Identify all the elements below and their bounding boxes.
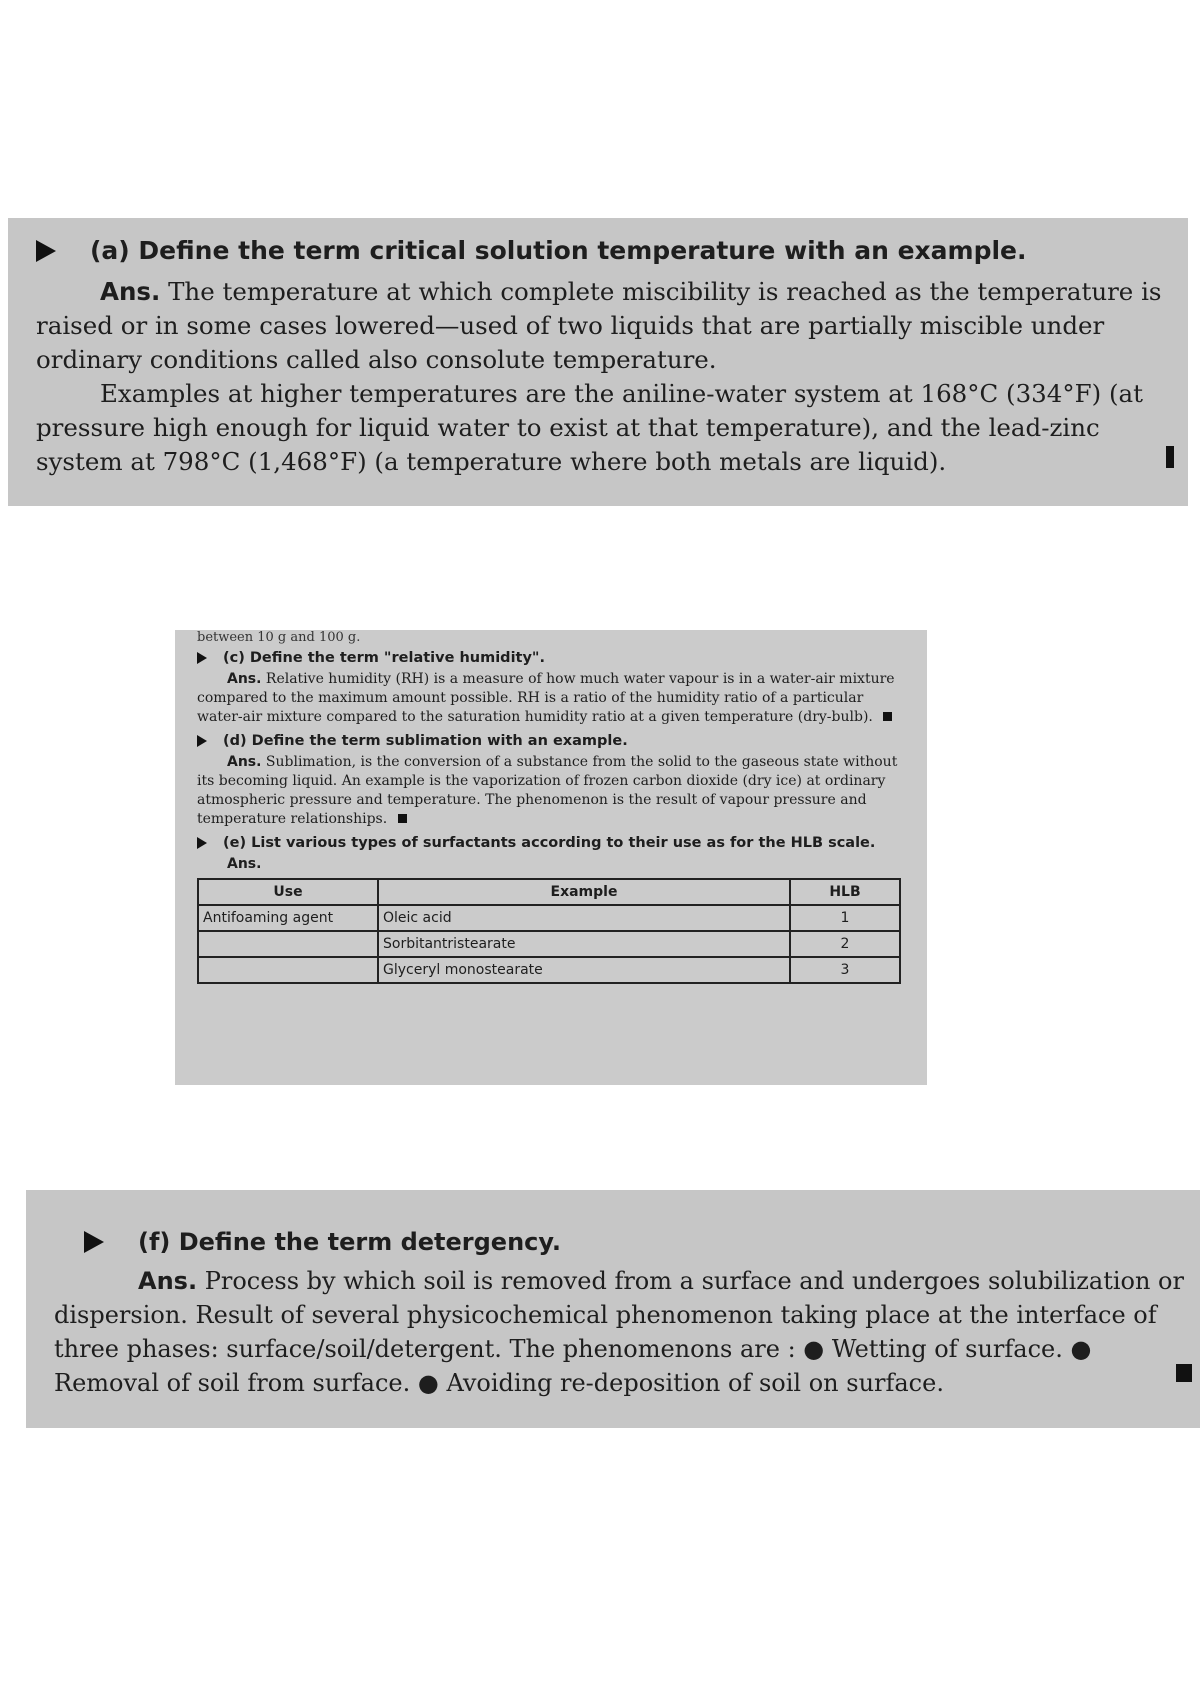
- question-e-text: (e) List various types of surfactants according to their use as for the HLB scale.: [223, 835, 876, 851]
- bullet-triangle-icon: [197, 735, 207, 747]
- question-e: [197, 835, 907, 851]
- answer-c-text: Relative humidity (RH) is a measure of how much water vapour is in a water-air mixture compared to the maximum amount possible. RH is a ratio of the humidity ratio of a particular water-air mixture compared to the saturation humidity ratio at a given temperature (dry-bulb).: [197, 671, 895, 725]
- question-d: [197, 733, 907, 749]
- table-cell: Sorbitantristearate: [378, 931, 790, 957]
- bullet-triangle-icon: [197, 652, 207, 664]
- bullet-triangle-icon: [197, 837, 207, 849]
- bullet-triangle-icon: [36, 240, 56, 262]
- ans-label: Ans.: [227, 671, 262, 687]
- end-square-icon: [398, 814, 407, 823]
- ans-label: Ans.: [100, 277, 161, 306]
- answer-a-p2-text: Examples at higher temperatures are the aniline-water system at 168°C (334°F) (at pressure high enough for liquid water to exist at that temperature), and the lead-zinc system at 798°C (1,468°F) (a temperature where both metals are liquid).: [36, 379, 1143, 476]
- answer-a-p2: [36, 377, 1174, 479]
- hlb-table: [197, 878, 901, 984]
- answer-e-label: [227, 855, 907, 874]
- end-square-icon: [1176, 1364, 1192, 1382]
- table-cell: [198, 931, 378, 957]
- ans-label: Ans.: [227, 856, 262, 872]
- question-f-text: (f) Define the term detergency.: [138, 1228, 561, 1256]
- question-f: [84, 1228, 1190, 1256]
- ans-label: Ans.: [138, 1267, 198, 1295]
- answer-d: [197, 753, 907, 829]
- table-row: [198, 905, 900, 931]
- question-a-text: (a) Define the term critical solution temperature with an example.: [90, 236, 1027, 265]
- question-a: [36, 236, 1174, 265]
- table-cell: 1: [790, 905, 900, 931]
- top-fragment: between 10 g and 100 g.: [197, 630, 361, 644]
- table-cell: 2: [790, 931, 900, 957]
- table-row: [198, 957, 900, 983]
- question-d-text: (d) Define the term sublimation with an example.: [223, 733, 628, 749]
- table-cell: Antifoaming agent: [198, 905, 378, 931]
- answer-f-text: Process by which soil is removed from a surface and undergoes solubilization or dispersion. Result of several physicochemical phenomenon taking place at the interface of three phases: surface/soil/detergent. The phenomenons are : ● Wetting of surface. ● Removal of soil from surface. ● Avoiding re-deposition of soil on surface.: [54, 1267, 1184, 1397]
- table-header-row: [198, 879, 900, 905]
- clip-detergency: [26, 1190, 1200, 1428]
- table-cell: [198, 957, 378, 983]
- answer-f: [54, 1264, 1190, 1400]
- answer-a-p1: [36, 275, 1174, 377]
- table-header: Use: [198, 879, 378, 905]
- table-cell: Oleic acid: [378, 905, 790, 931]
- end-square-icon: [883, 712, 892, 721]
- table-cell: 3: [790, 957, 900, 983]
- question-c-text: (c) Define the term "relative humidity".: [223, 650, 545, 666]
- table-header: Example: [378, 879, 790, 905]
- clip-humidity-sublimation-surfactants: [175, 630, 927, 1085]
- bullet-triangle-icon: [84, 1231, 104, 1253]
- answer-c: [197, 670, 907, 727]
- answer-a-p1-text: The temperature at which complete miscibility is reached as the temperature is raised or in some cases lowered—used of two liquids that are partially miscible under ordinary conditions called also consolute temperature.: [36, 277, 1162, 374]
- ans-label: Ans.: [227, 754, 262, 770]
- table-row: [198, 931, 900, 957]
- answer-d-text: Sublimation, is the conversion of a substance from the solid to the gaseous state without its becoming liquid. An example is the vaporization of frozen carbon dioxide (dry ice) at ordinary atmospheric pressure and temperature. The phenomenon is the result of vapour pressure and temperature relationships.: [197, 754, 898, 827]
- table-cell: Glyceryl monostearate: [378, 957, 790, 983]
- end-square-icon: [1166, 446, 1174, 468]
- clip-critical-solution-temperature: [8, 218, 1188, 506]
- question-c: [197, 650, 907, 666]
- table-header: HLB: [790, 879, 900, 905]
